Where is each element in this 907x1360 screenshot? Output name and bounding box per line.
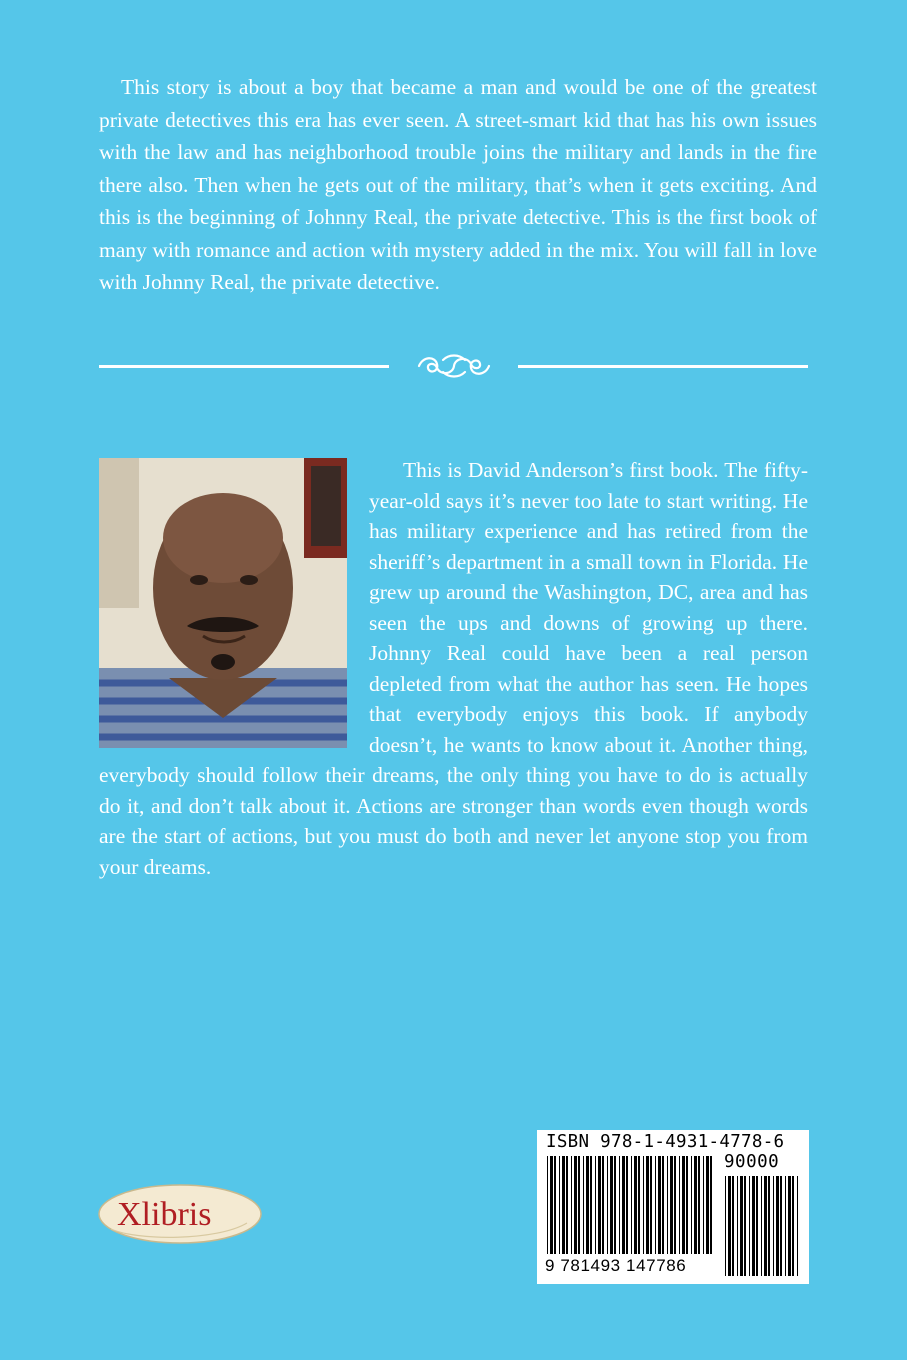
barcode-bar [703, 1156, 704, 1254]
divider-line-right [518, 365, 808, 368]
barcode-bar [610, 1156, 613, 1254]
barcode-bar [728, 1176, 731, 1276]
barcode-bar [619, 1156, 620, 1254]
barcode-bar [725, 1176, 726, 1276]
barcode-bar [586, 1156, 589, 1254]
barcode-bar [670, 1156, 673, 1254]
barcode-bar [694, 1156, 697, 1254]
barcode-bar [706, 1156, 709, 1254]
barcode-bar [614, 1156, 616, 1254]
barcode-bar [667, 1156, 668, 1254]
barcode-bar [744, 1176, 746, 1276]
barcode-bar [634, 1156, 637, 1254]
barcode-bar [655, 1156, 656, 1254]
barcode-bar [785, 1176, 786, 1276]
barcode-bar [550, 1156, 553, 1254]
barcode-bar [686, 1156, 688, 1254]
barcode-bar [710, 1156, 712, 1254]
barcode-bar [749, 1176, 750, 1276]
barcode-bar [674, 1156, 676, 1254]
barcode-bar [764, 1176, 767, 1276]
barcode-bar [797, 1176, 798, 1276]
barcode-bar [698, 1156, 700, 1254]
barcode-bar [554, 1156, 556, 1254]
barcode-bar [602, 1156, 604, 1254]
barcode-bar [598, 1156, 601, 1254]
author-bio [99, 455, 808, 882]
barcode-bar [643, 1156, 644, 1254]
author-bio-text: This is David Anderson’s first book. The fifty-year-old says it’s never too late to start writing. He has military experience and has retired from the sheriff’s department in a small town in Florida. He grew up around the Washington, DC, area and has seen the ups and downs of growing up there. Johnny Real could have been a real person depleted from what the author has seen. He hopes that everybody enjoys this book. If anybody doesn’t, he wants to know about it. Another thing, everybody should follow their dreams, the only thing you have to do is actually do it, and don’t talk about it. Actions are stronger than words even though words are the start of actions, but you must do both and never let anyone stop you from your dreams. [99, 458, 808, 879]
barcode-bar [788, 1176, 791, 1276]
barcode-bar [776, 1176, 779, 1276]
barcode-bar [768, 1176, 770, 1276]
barcode-bar [679, 1156, 680, 1254]
barcode-bar [732, 1176, 734, 1276]
barcode-bar [792, 1176, 794, 1276]
barcode-bar [662, 1156, 664, 1254]
barcode-bar [650, 1156, 652, 1254]
barcode-bar [562, 1156, 565, 1254]
barcode-bar [626, 1156, 628, 1254]
barcode-bar [566, 1156, 568, 1254]
barcode-bar [590, 1156, 592, 1254]
barcode-bar [607, 1156, 608, 1254]
barcode-addon-number: 90000 [724, 1152, 780, 1172]
barcode-bar [691, 1156, 692, 1254]
publisher-logo-text: Xlibris [117, 1196, 212, 1233]
section-divider [99, 344, 808, 388]
barcode-bar [583, 1156, 584, 1254]
barcode-bar [559, 1156, 560, 1254]
barcode-bar [646, 1156, 649, 1254]
barcode-bar [638, 1156, 640, 1254]
flourish-ornament-icon [413, 344, 495, 388]
barcode-bar [571, 1156, 572, 1254]
barcode-bar [622, 1156, 625, 1254]
barcode-digits: 9 781493 147786 [545, 1256, 687, 1275]
barcode-bar [658, 1156, 661, 1254]
barcode-bar [547, 1156, 548, 1254]
barcode-bar [740, 1176, 743, 1276]
barcode-bar [595, 1156, 596, 1254]
isbn-barcode [537, 1130, 809, 1284]
photo-wrap-spacer [99, 455, 369, 751]
barcode-bar [752, 1176, 755, 1276]
publisher-logo [97, 1183, 267, 1245]
barcode-bar [780, 1176, 782, 1276]
barcode-bar [737, 1176, 738, 1276]
barcode-bar [631, 1156, 632, 1254]
barcode-bar [773, 1176, 774, 1276]
barcode-bar [574, 1156, 577, 1254]
isbn-label: ISBN 978-1-4931-4778-6 [546, 1132, 785, 1152]
back-cover-blurb: This story is about a boy that became a man and would be one of the greatest private detectives this era has ever seen. A street-smart kid that has his own issues with the law and has neighborhood trouble joins the military and lands in the fire there also. Then when he gets out of the military, that’s when it gets exciting. And this is the beginning of Johnny Real, the private detective. This is the first book of many with romance and action with mystery added in the mix. You will fall in love with Johnny Real, the private detective. [99, 75, 817, 294]
barcode-bar [682, 1156, 685, 1254]
barcode-bar [761, 1176, 762, 1276]
barcode-bar [578, 1156, 580, 1254]
divider-line-left [99, 365, 389, 368]
barcode-bar [756, 1176, 758, 1276]
